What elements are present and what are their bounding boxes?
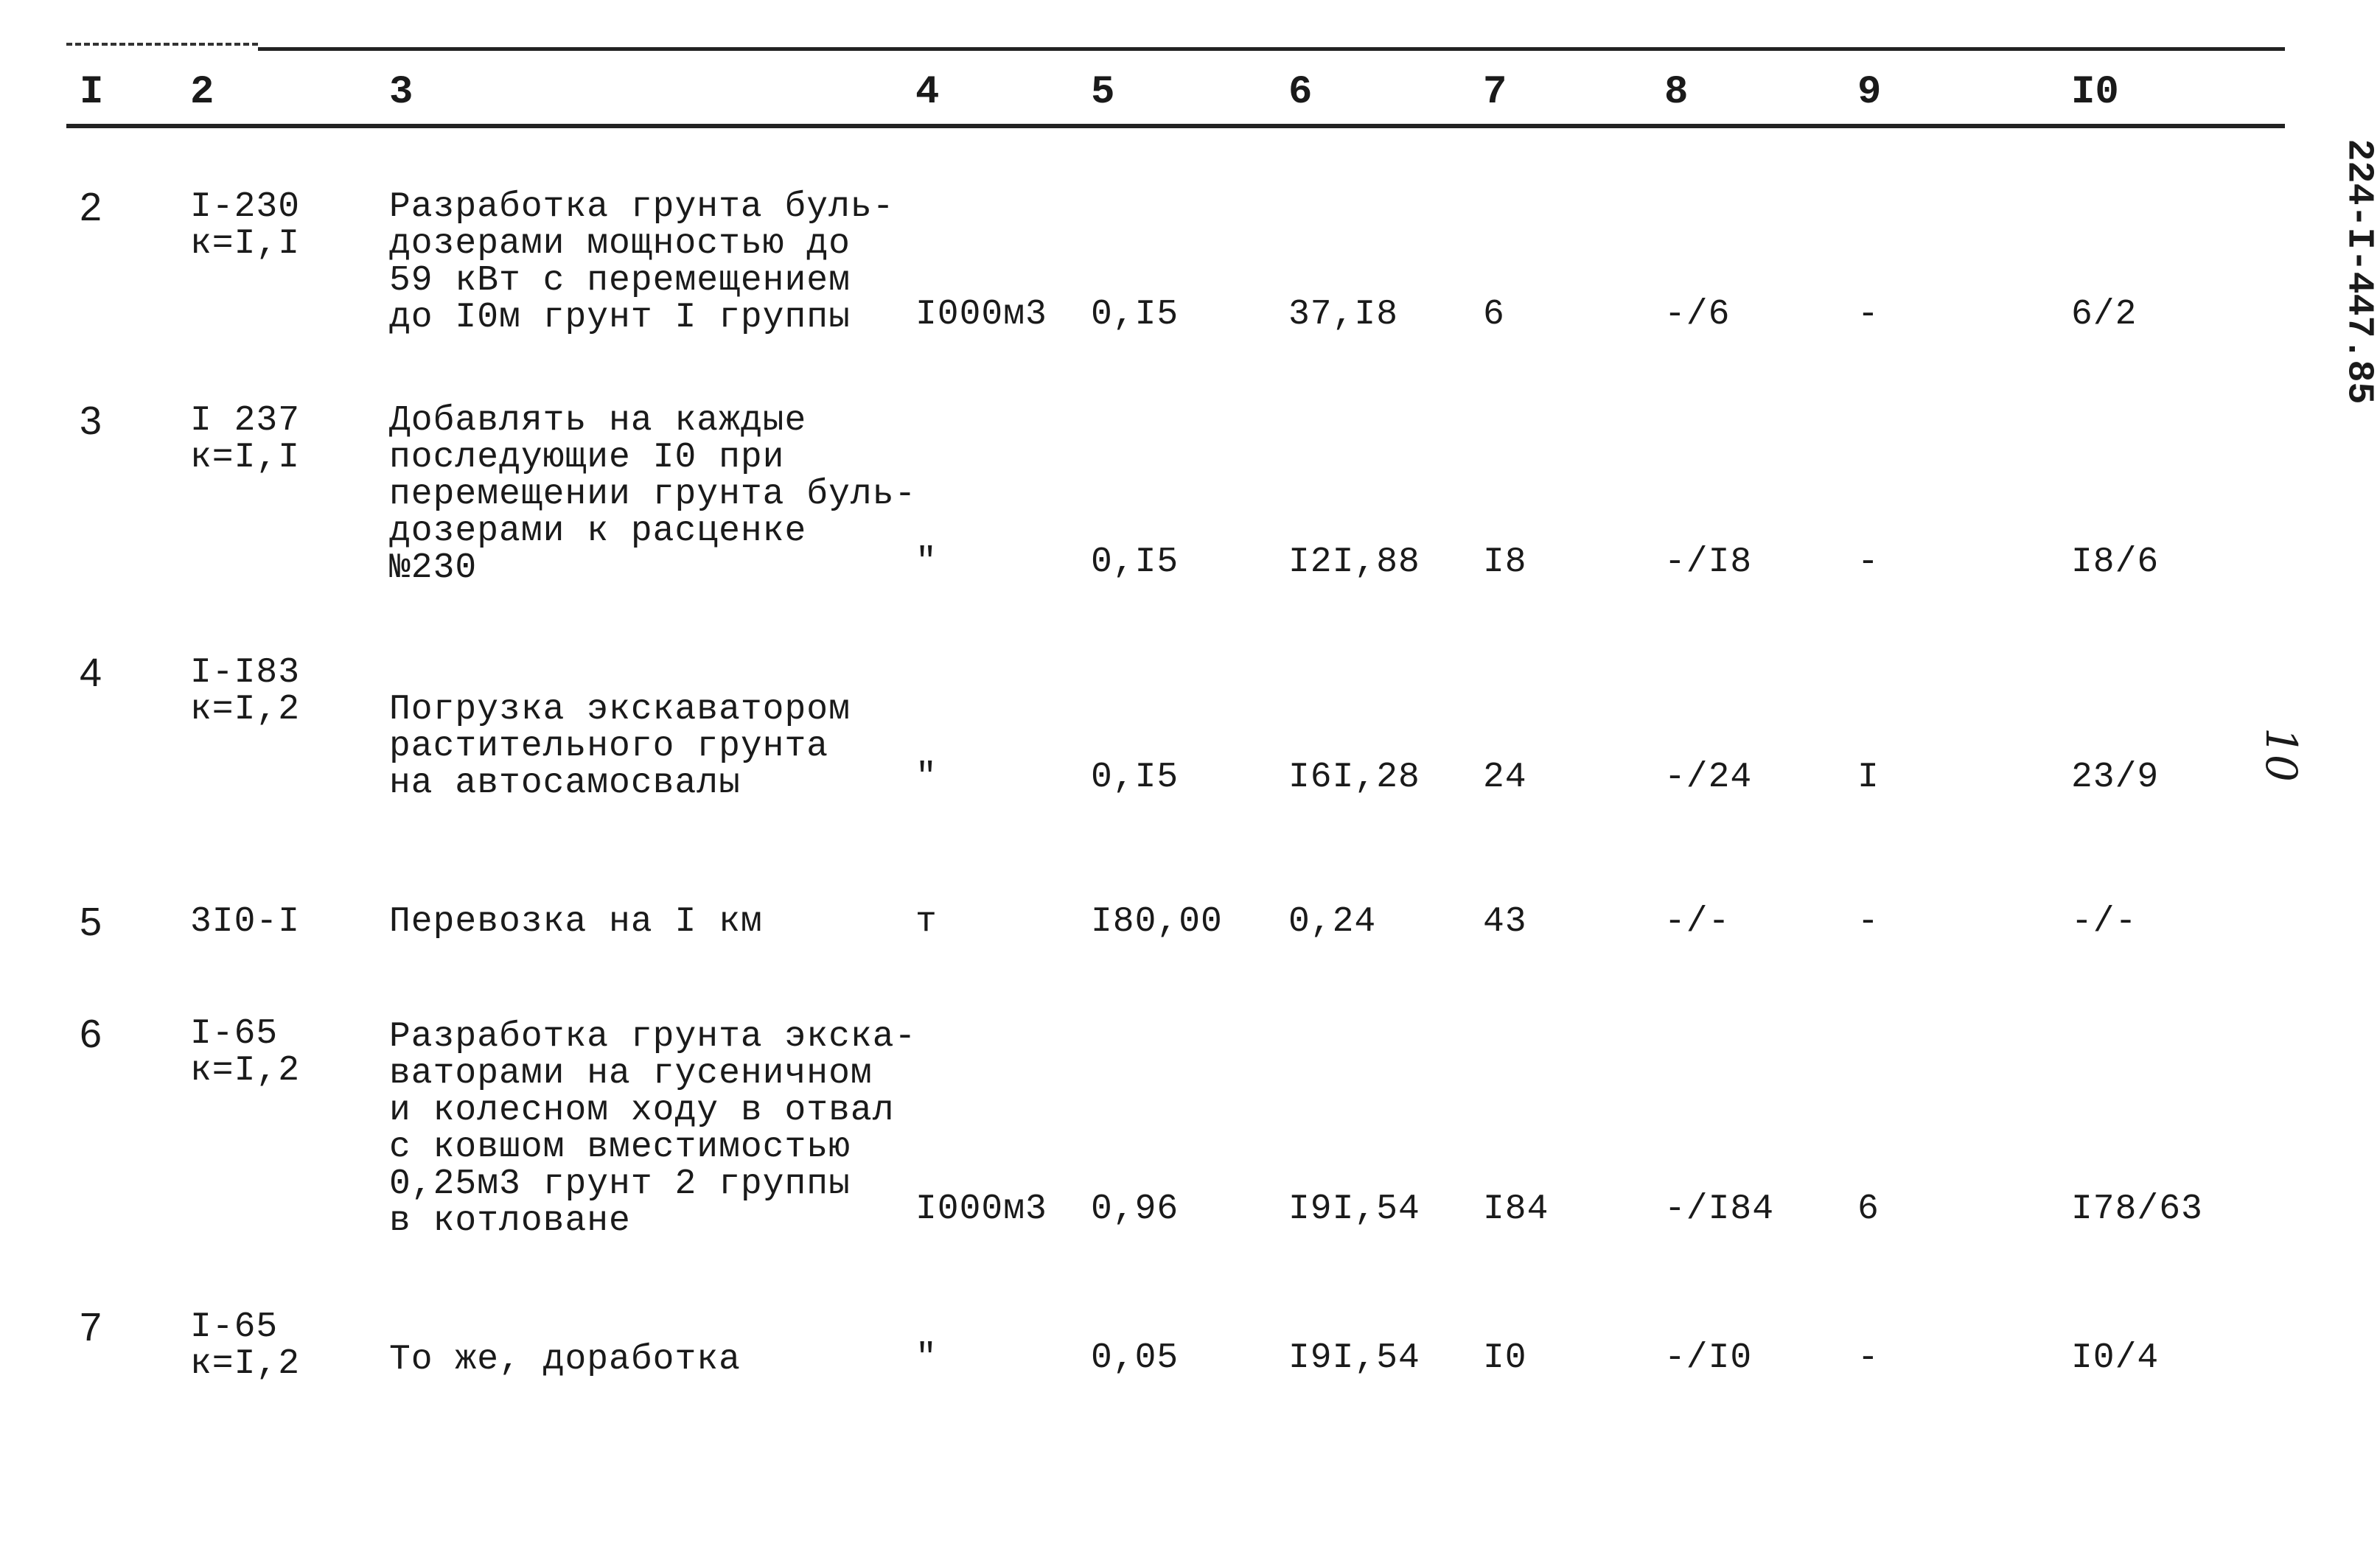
row-4-col8: -/24 (1664, 758, 1753, 797)
row-2-col10: 6/2 (2071, 295, 2138, 335)
row-5-total: 43 (1483, 902, 1527, 942)
row-5-col10: -/- (2071, 902, 2138, 942)
row-2-col9: - (1857, 295, 1880, 335)
row-3-no: 3 (80, 399, 103, 443)
header-col-8: 8 (1664, 70, 1689, 115)
row-7-qty: 0,05 (1091, 1338, 1179, 1378)
row-2-unit: I000м3 (915, 295, 1047, 335)
row-3-col10: I8/6 (2071, 542, 2160, 582)
row-5-col8: -/- (1664, 902, 1731, 942)
row-7-no: 7 (80, 1305, 103, 1349)
header-col-2: 2 (190, 70, 214, 115)
row-2-price: 37,I8 (1288, 295, 1399, 335)
row-4-col10: 23/9 (2071, 758, 2160, 797)
row-6-total: I84 (1483, 1189, 1549, 1229)
row-2-col8: -/6 (1664, 295, 1731, 335)
page-number: 10 (2255, 727, 2306, 782)
header-rule (66, 124, 2285, 128)
row-3-col8: -/I8 (1664, 542, 1753, 582)
row-6-code: I-65 к=I,2 (190, 1014, 301, 1091)
row-5-qty: I80,00 (1091, 902, 1223, 942)
row-3-code: I 237 к=I,I (190, 401, 301, 478)
row-7-unit: " (915, 1338, 938, 1378)
row-6-no: 6 (80, 1012, 103, 1056)
row-7-total: I0 (1483, 1338, 1527, 1378)
row-3-col9: - (1857, 542, 1880, 582)
row-3-qty: 0,I5 (1091, 542, 1179, 582)
header-col-1: I (80, 70, 104, 115)
row-6-col9: 6 (1857, 1189, 1880, 1229)
row-3-unit: " (915, 542, 938, 582)
row-7-name: То же, доработка (389, 1340, 741, 1380)
row-3-name: Добавлять на каждые последующие I0 при перемещении грунта буль- дозерами к расценке №230 (389, 401, 917, 588)
header-col-6: 6 (1288, 70, 1313, 115)
row-7-col10: I0/4 (2071, 1338, 2160, 1378)
row-5-name: Перевозка на I км (389, 902, 763, 942)
document-code: 224-I-447.85 (2337, 139, 2380, 405)
header-col-4: 4 (915, 70, 940, 115)
row-7-code: I-65 к=I,2 (190, 1307, 301, 1384)
row-4-col9: I (1857, 758, 1880, 797)
row-2-no: 2 (80, 185, 103, 229)
top-dashed-rule (66, 43, 258, 46)
row-7-col8: -/I0 (1664, 1338, 1753, 1378)
row-2-name: Разработка грунта буль- дозерами мощностью до 59 кВт с перемещением до I0м грунт I группы (389, 187, 895, 338)
header-col-10: I0 (2071, 70, 2119, 115)
row-5-price: 0,24 (1288, 902, 1377, 942)
row-4-qty: 0,I5 (1091, 758, 1179, 797)
row-5-code: 3I0-I (190, 902, 301, 942)
row-5-col9: - (1857, 902, 1880, 942)
row-4-name: Погрузка экскаватором растительного грунта на автосамосвалы (389, 690, 851, 803)
row-6-price: I9I,54 (1288, 1189, 1420, 1229)
row-7-price: I9I,54 (1288, 1338, 1420, 1378)
row-2-total: 6 (1483, 295, 1505, 335)
row-5-no: 5 (80, 900, 103, 944)
row-4-total: 24 (1483, 758, 1527, 797)
row-2-code: I-230 к=I,I (190, 187, 301, 264)
row-6-name: Разработка грунта экска- ваторами на гусеничном и колесном ходу в отвал с ковшом вместимостью 0,25м3 грунт 2 группы в котловане (389, 1017, 917, 1241)
row-4-price: I6I,28 (1288, 758, 1420, 797)
top-rule (258, 47, 2285, 51)
row-3-price: I2I,88 (1288, 542, 1420, 582)
header-col-7: 7 (1483, 70, 1507, 115)
row-4-unit: " (915, 758, 938, 797)
row-6-col8: -/I84 (1664, 1189, 1775, 1229)
row-6-col10: I78/63 (2071, 1189, 2203, 1229)
header-col-3: 3 (389, 70, 413, 115)
header-col-9: 9 (1857, 70, 1882, 115)
row-7-col9: - (1857, 1338, 1880, 1378)
row-4-code: I-I83 к=I,2 (190, 653, 301, 730)
row-3-total: I8 (1483, 542, 1527, 582)
header-col-5: 5 (1091, 70, 1115, 115)
row-6-qty: 0,96 (1091, 1189, 1179, 1229)
row-6-unit: I000м3 (915, 1189, 1047, 1229)
row-2-qty: 0,I5 (1091, 295, 1179, 335)
row-5-unit: т (915, 902, 938, 942)
row-4-no: 4 (80, 651, 103, 695)
